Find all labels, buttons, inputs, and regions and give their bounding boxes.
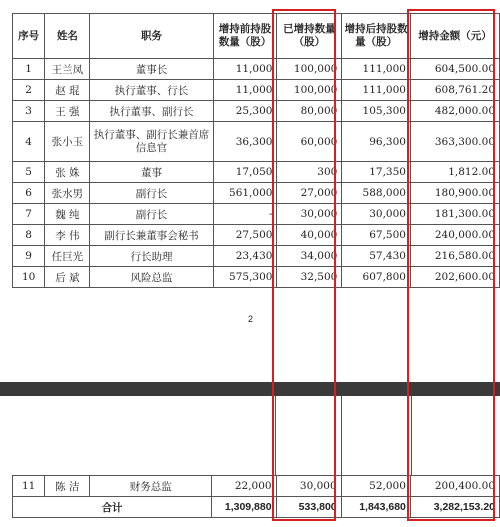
cell-before: 17,050 xyxy=(213,162,277,183)
cell-no: 6 xyxy=(13,183,45,204)
cell-done: 100,000 xyxy=(277,80,342,101)
total-after: 1,843,680 xyxy=(341,497,410,518)
cell-done: 40,000 xyxy=(277,225,342,246)
cell-name: 张 姝 xyxy=(45,162,90,183)
cell-title: 副行长兼董事会秘书 xyxy=(90,225,213,246)
cell-amount: 363,300.00 xyxy=(410,122,499,162)
cell-before: 27,500 xyxy=(213,225,277,246)
cell-after: 52,000 xyxy=(341,476,410,497)
cell-amount: 200,400.00 xyxy=(410,476,499,497)
cell-title: 副行长 xyxy=(90,204,213,225)
cell-no: 1 xyxy=(13,59,45,80)
cell-after: 67,500 xyxy=(342,225,411,246)
cell-no: 3 xyxy=(13,101,45,122)
cell-title: 董事 xyxy=(90,162,213,183)
cell-name: 张小玉 xyxy=(45,122,90,162)
header-name: 姓名 xyxy=(45,14,90,59)
cell-amount: 1,812.00 xyxy=(410,162,499,183)
cell-amount: 482,000.00 xyxy=(410,101,499,122)
cell-no: 4 xyxy=(13,122,45,162)
page-number: 2 xyxy=(248,314,254,324)
cell-done: 60,000 xyxy=(277,122,342,162)
cell-name: 魏 纯 xyxy=(45,204,90,225)
cell-after: 30,000 xyxy=(342,204,411,225)
cell-amount: 180,900.00 xyxy=(410,183,499,204)
cell-amount: 604,500.00 xyxy=(410,59,499,80)
cell-before: 36,300 xyxy=(213,122,277,162)
cell-done: 30,000 xyxy=(276,476,341,497)
total-before: 1,309,880 xyxy=(212,497,276,518)
cell-name: 李 伟 xyxy=(45,225,90,246)
cell-after: 607,800 xyxy=(342,267,411,288)
cell-done: 30,000 xyxy=(277,204,342,225)
column-divider xyxy=(341,396,342,475)
cell-before: 11,000 xyxy=(213,59,277,80)
cell-no: 2 xyxy=(13,80,45,101)
header-before: 增持前持股数量（股） xyxy=(213,14,277,59)
cell-before: 11,000 xyxy=(213,80,277,101)
cell-name: 后 斌 xyxy=(45,267,90,288)
cell-amount: 608,761.20 xyxy=(410,80,499,101)
cell-before: 23,430 xyxy=(213,246,277,267)
cell-before: 561,000 xyxy=(213,183,277,204)
cell-after: 17,350 xyxy=(342,162,411,183)
cell-done: 100,000 xyxy=(277,59,342,80)
cell-done: 80,000 xyxy=(277,101,342,122)
cell-name: 陈 洁 xyxy=(45,476,90,497)
cell-after: 588,000 xyxy=(342,183,411,204)
cell-title: 副行长 xyxy=(90,183,213,204)
cell-title: 风险总监 xyxy=(90,267,213,288)
cell-no: 11 xyxy=(13,476,45,497)
total-amount: 3,282,153.20 xyxy=(410,497,499,518)
cell-done: 27,000 xyxy=(277,183,342,204)
cell-no: 9 xyxy=(13,246,45,267)
total-done: 533,800 xyxy=(276,497,341,518)
total-label: 合计 xyxy=(13,497,212,518)
highlight-box-done-column xyxy=(272,9,336,521)
cell-no: 10 xyxy=(13,267,45,288)
cell-before: 25,300 xyxy=(213,101,277,122)
cell-before: - xyxy=(213,204,277,225)
header-no: 序号 xyxy=(13,14,45,59)
cell-done: 300 xyxy=(277,162,342,183)
cell-after: 96,300 xyxy=(342,122,411,162)
cell-title: 执行董事、副行长 xyxy=(90,101,213,122)
cell-done: 32,500 xyxy=(277,267,342,288)
cell-amount: 181,300.00 xyxy=(410,204,499,225)
cell-title: 执行董事、副行长兼首席信息官 xyxy=(90,122,213,162)
cell-title: 行长助理 xyxy=(90,246,213,267)
cell-name: 王 强 xyxy=(45,101,90,122)
cell-after: 111,000 xyxy=(342,59,411,80)
header-done: 已增持数量（股） xyxy=(277,14,342,59)
cell-name: 王兰凤 xyxy=(45,59,90,80)
cell-before: 22,000 xyxy=(212,476,276,497)
cell-no: 7 xyxy=(13,204,45,225)
cell-name: 任巨光 xyxy=(45,246,90,267)
cell-amount: 240,000.00 xyxy=(410,225,499,246)
cell-title: 董事长 xyxy=(90,59,213,80)
header-title: 职务 xyxy=(90,14,213,59)
cell-name: 张水男 xyxy=(45,183,90,204)
cell-after: 57,430 xyxy=(342,246,411,267)
cell-after: 105,300 xyxy=(342,101,411,122)
cell-amount: 202,600.00 xyxy=(410,267,499,288)
highlight-box-amount-column xyxy=(407,9,495,521)
cell-title: 财务总监 xyxy=(90,476,212,497)
header-after: 增持后持股数量（股） xyxy=(342,14,411,59)
cell-done: 34,000 xyxy=(277,246,342,267)
cell-no: 8 xyxy=(13,225,45,246)
header-amount: 增持金额（元） xyxy=(410,14,499,59)
cell-amount: 216,580.00 xyxy=(410,246,499,267)
cell-no: 5 xyxy=(13,162,45,183)
cell-name: 赵 琨 xyxy=(45,80,90,101)
cell-title: 执行董事、行长 xyxy=(90,80,213,101)
cell-after: 111,000 xyxy=(342,80,411,101)
cell-before: 575,300 xyxy=(213,267,277,288)
